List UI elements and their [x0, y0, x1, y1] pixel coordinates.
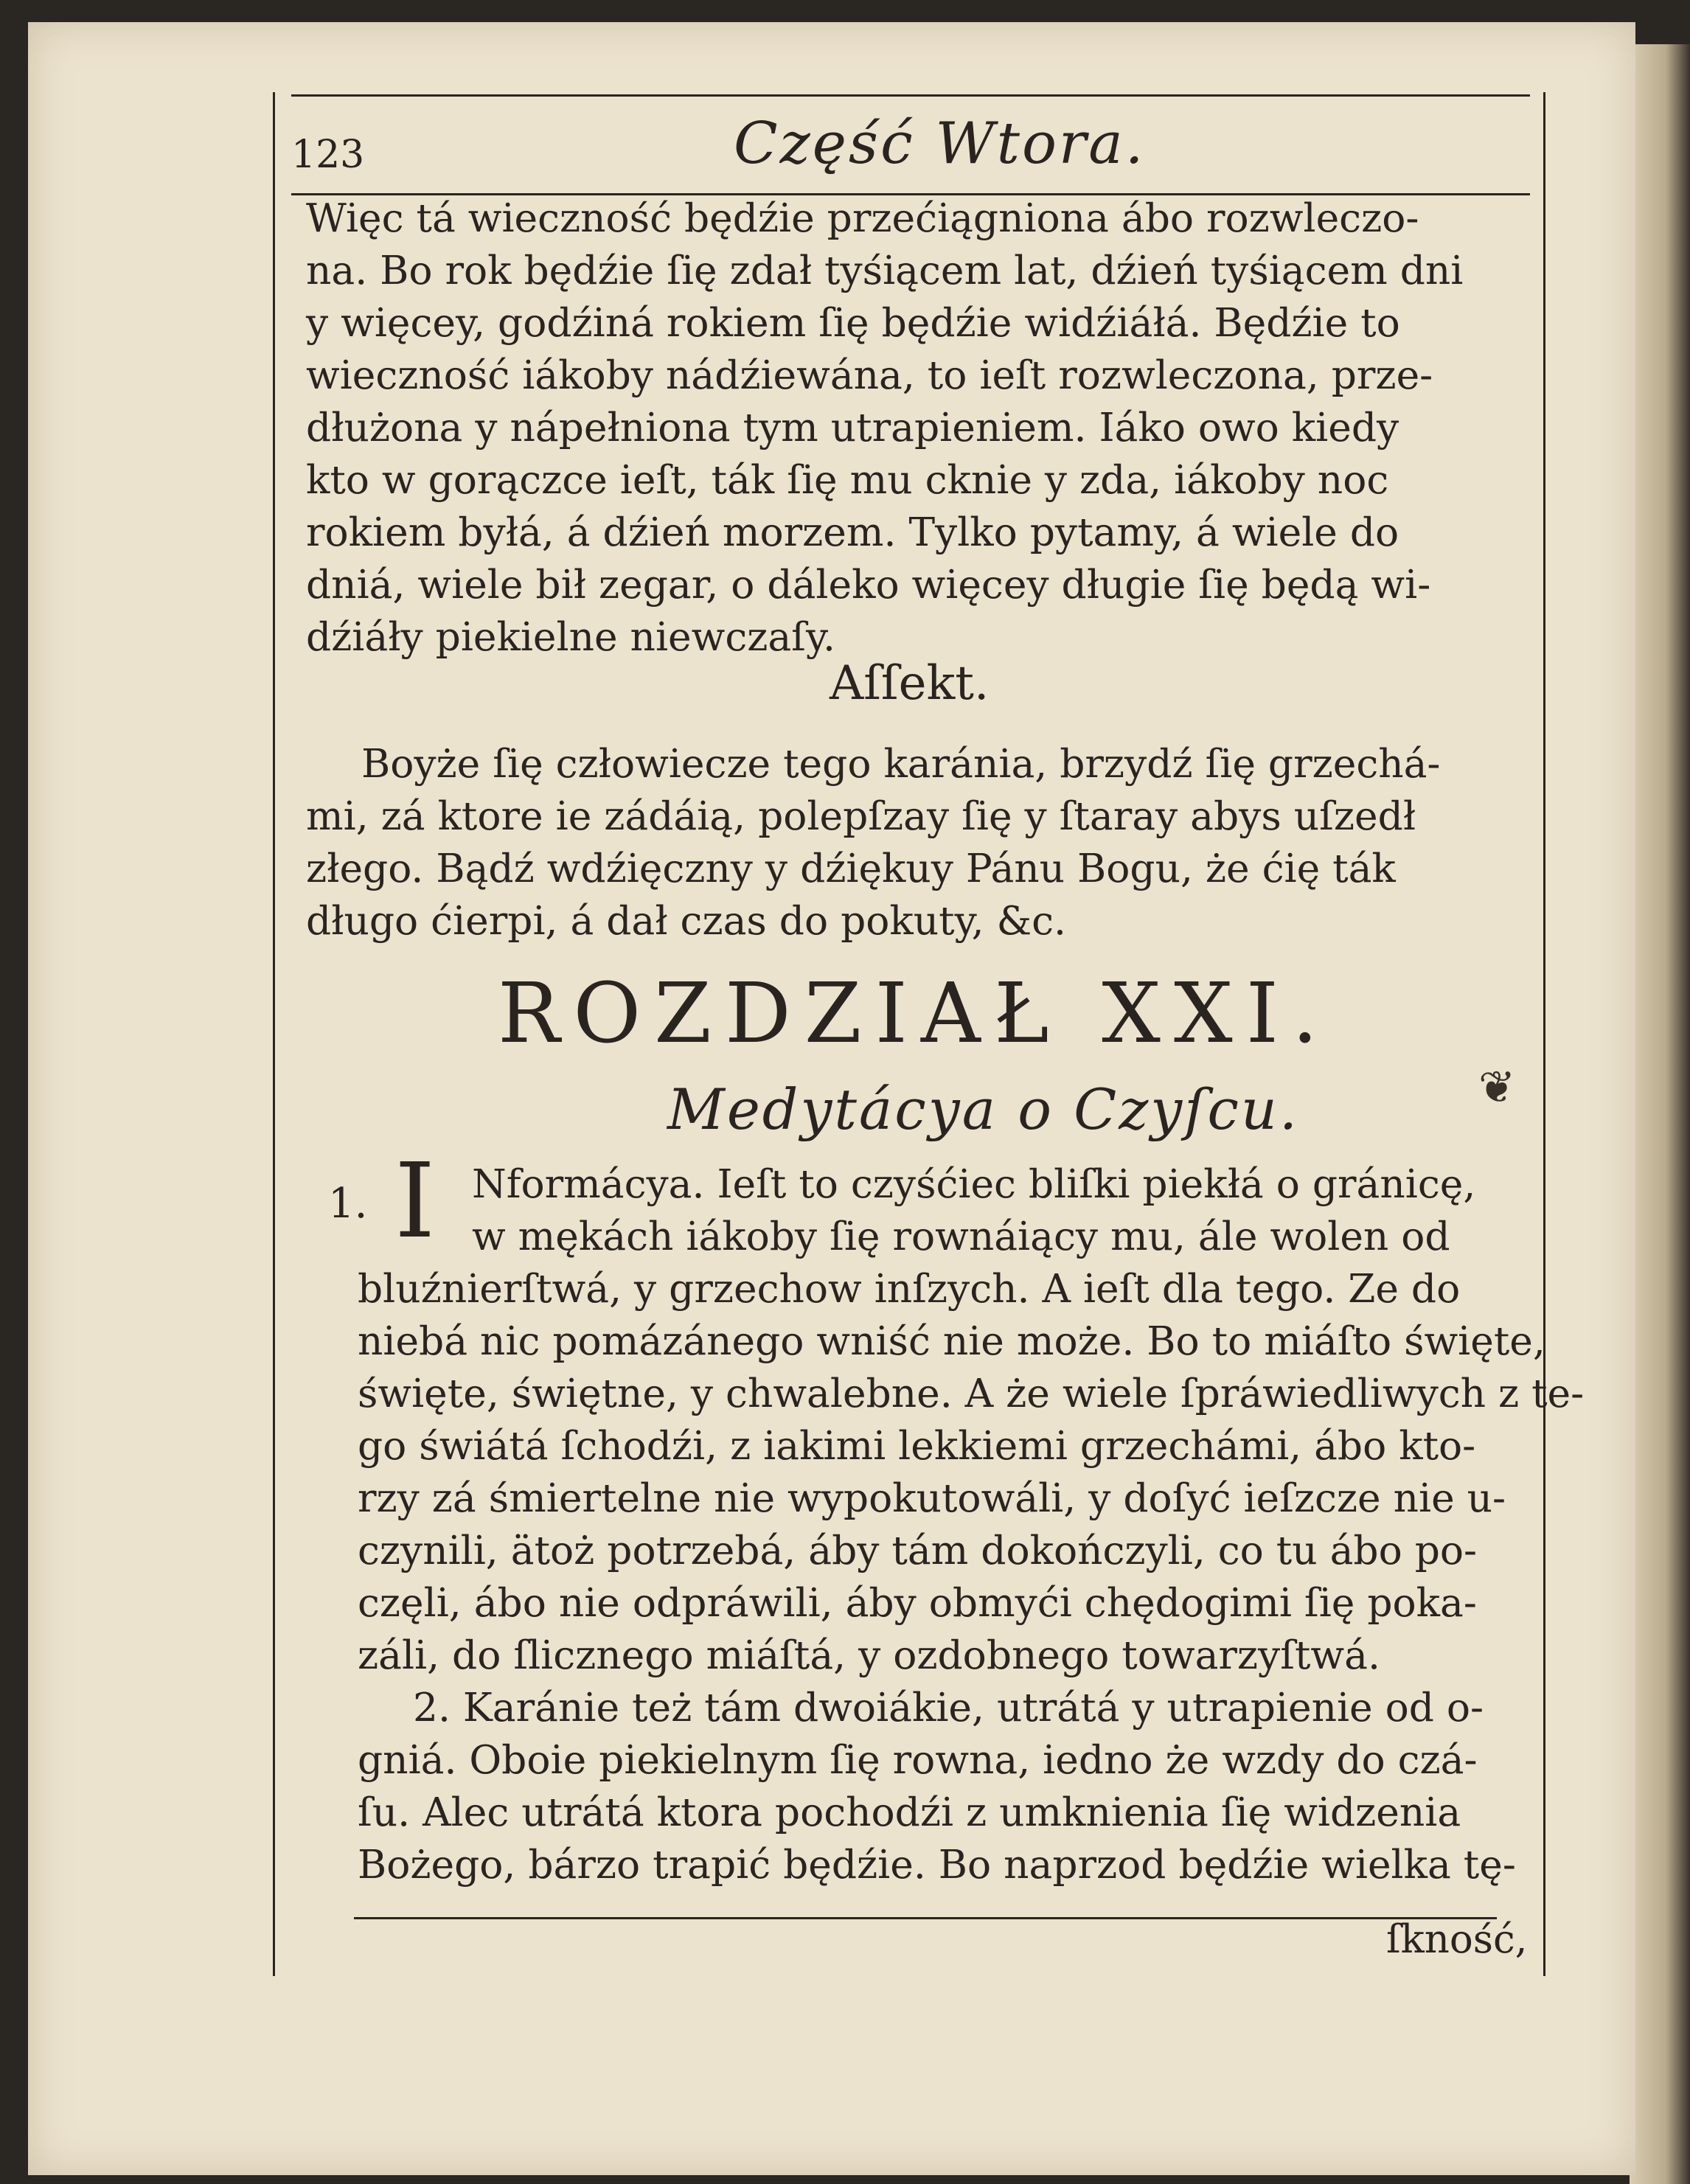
text-line: długo ćierpi, á dał czas do pokuty, &c. — [306, 897, 1067, 944]
catchword: ſkność, — [1386, 1917, 1528, 1962]
section-punishment-text — [358, 1681, 1585, 1891]
text-line: w mękách iákoby ſię rownáiący mu, ále wolen od — [472, 1213, 1450, 1259]
text-line: dłużona y nápełniona tym utrapieniem. Iáko owo kiedy — [306, 404, 1399, 451]
text-line: gniá. Oboie piekielnym ſię rowna, iedno że wzdy do czá- — [358, 1736, 1478, 1783]
page-header — [291, 103, 1530, 184]
paragraph-number: 1. — [328, 1180, 368, 1228]
page-number: 123 — [291, 133, 365, 177]
text-line: rokiem byłá, á dźień morzem. Tylko pytamy, á wiele do — [306, 509, 1399, 555]
text-line: Nformácya. Ieſt to czyśćiec bliſki piekłá o gránicę, — [472, 1161, 1476, 1207]
text-line: Boyże ſię człowiecze tego karánia, brzydź ſię grzechá- — [361, 740, 1441, 787]
text-line: wieczność iákoby nádźiewána, to ieſt rozwleczona, prze- — [306, 352, 1433, 398]
section-eternity-text — [306, 192, 1534, 663]
chapter-subtitle: Medytácya o Czyſcu. — [667, 1077, 1300, 1142]
text-line: dniá, wiele bił zegar, o dáleko więcey długie ſię będą wi- — [306, 561, 1431, 608]
chapter-heading: ROZDZIAŁ XXI. — [498, 966, 1332, 1062]
drop-capital: I — [394, 1141, 436, 1262]
section-purgatory-text-continued — [358, 1262, 1585, 1681]
text-line: Bożego, bárzo trapić będźie. Bo naprzod będźie wielka tę- — [358, 1841, 1516, 1888]
text-line: y więcey, godźiná rokiem ſię będźie widźiáłá. Będźie to — [306, 299, 1400, 346]
affekt-heading: Aſſekt. — [830, 656, 990, 711]
text-line: czynili, ätoż potrzebá, áby tám dokończyli, co tu ábo po- — [358, 1527, 1478, 1573]
text-line: niebá nic pomázánego wniść nie może. Bo to miáſto święte, — [358, 1318, 1545, 1364]
text-line: rzy zá śmiertelne nie wypokutowáli, y doſyć ieſzcze nie u- — [358, 1475, 1506, 1521]
text-line: dźiáły piekielne niewczaſy. — [306, 613, 835, 660]
ink-stain-icon: ❦ — [1478, 1062, 1516, 1113]
top-rule — [291, 94, 1530, 97]
text-line: święte, świętne, y chwalebne. A że wiele ſpráwiedliwych z te- — [358, 1370, 1585, 1416]
running-title: Część Wtora. — [734, 111, 1146, 177]
section-purgatory-text — [472, 1158, 1690, 1262]
text-line: kto w gorączce ieſt, ták ſię mu cknie y zda, iákoby noc — [306, 456, 1389, 503]
text-line: mi, zá ktore ie zádáią, polepſzay ſię y ſtaray abys uſzedł — [306, 793, 1416, 839]
text-line: bluźnierſtwá, y grzechow inſzych. A ieſt dla tego. Ze do — [358, 1265, 1461, 1312]
text-line: záli, do ſlicznego miáſtá, y ozdobnego towarzyſtwá. — [358, 1632, 1380, 1678]
text-line: 2. Karánie też tám dwoiákie, utrátá y utrapienie od o- — [413, 1684, 1484, 1731]
text-line: częli, ábo nie odpráwili, áby obmyći chędogimi ſię poka- — [358, 1579, 1477, 1626]
affekt-text — [306, 737, 1589, 947]
text-line: na. Bo rok będźie ſię zdał tyśiącem lat, dźień tyśiącem dni — [306, 247, 1464, 293]
text-line: ſu. Alec utrátá ktora pochodźi z umknienia ſię widzenia — [358, 1789, 1461, 1835]
text-line: Więc tá wieczność będźie przećiągniona ábo rozwleczo- — [306, 195, 1419, 241]
text-line: go świátá ſchodźi, z iakimi lekkiemi grzechámi, ábo kto- — [358, 1422, 1476, 1469]
bottom-rule — [354, 1917, 1497, 1919]
page-edge — [1630, 44, 1690, 2184]
text-line: złego. Bądź wdźięczny y dźiękuy Pánu Bogu, że ćię ták — [306, 845, 1396, 891]
